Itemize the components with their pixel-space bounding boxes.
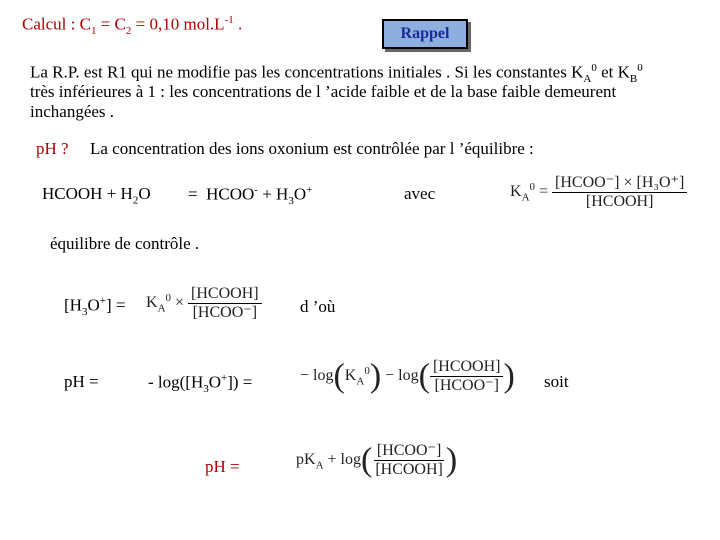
calcul-heading: Calcul : $C_1 = C_2 = 0,10$ $mol.L^{-1}$ . xyxy=(22,14,243,38)
ph-intro: La concentration des ions oxonium est contrôlée par l ’équilibre : xyxy=(90,139,534,158)
ph-equation-label: pH = xyxy=(64,372,99,391)
h3o-equation-right: $K_A^0$ × $\frac{\text{[HCOOH]}}{\text{[HCOO⁻]}}$ xyxy=(146,285,262,322)
dou-label: d ’où xyxy=(300,297,336,316)
ph-equation-log: - $\log([H_3O^+])$ = xyxy=(148,372,253,396)
ph-equation-expansion: − $\log(K_A^0) - \log$( $\frac{\text{[HCOOH]}}{\text{[HCOO⁻]}}$ ) xyxy=(300,357,515,395)
avec-label: avec xyxy=(404,184,436,203)
ph-question: pH ? xyxy=(36,139,69,158)
equilibrium-right: = HCOO- + $H_3O^+$ xyxy=(188,184,313,208)
paragraph-line-1: La R.P. est R1 qui ne modifie pas les concentrations initiales . Si les constantes $K_A^0$ et $K_B^0$ xyxy=(30,62,643,86)
h3o-equation-left: $[H_3O^+]$ = xyxy=(64,295,126,319)
soit-label: soit xyxy=(544,372,569,391)
rappel-button[interactable]: Rappel xyxy=(382,19,468,49)
final-ph-expression: $pK_A + \log$( $\frac{\text{[HCOO⁻]}}{\text{[HCOOH]}}$ ) xyxy=(296,441,458,479)
paragraph-line-3: inchangées . xyxy=(30,102,115,121)
final-ph-label: pH = xyxy=(205,457,240,476)
paragraph-line-2: très inférieures à 1 : les concentrations de l ’acide faible et de la base faible demeurent xyxy=(30,82,617,101)
control-text: équilibre de contrôle . xyxy=(50,234,200,253)
ka-expression: $K_A^0$ = $\frac{\text{[HCOO⁻] × [H₃O⁺]}}{\text{[HCOOH]}}$ xyxy=(510,174,687,211)
equilibrium-left: HCOOH + $H_2O$ xyxy=(42,184,151,207)
